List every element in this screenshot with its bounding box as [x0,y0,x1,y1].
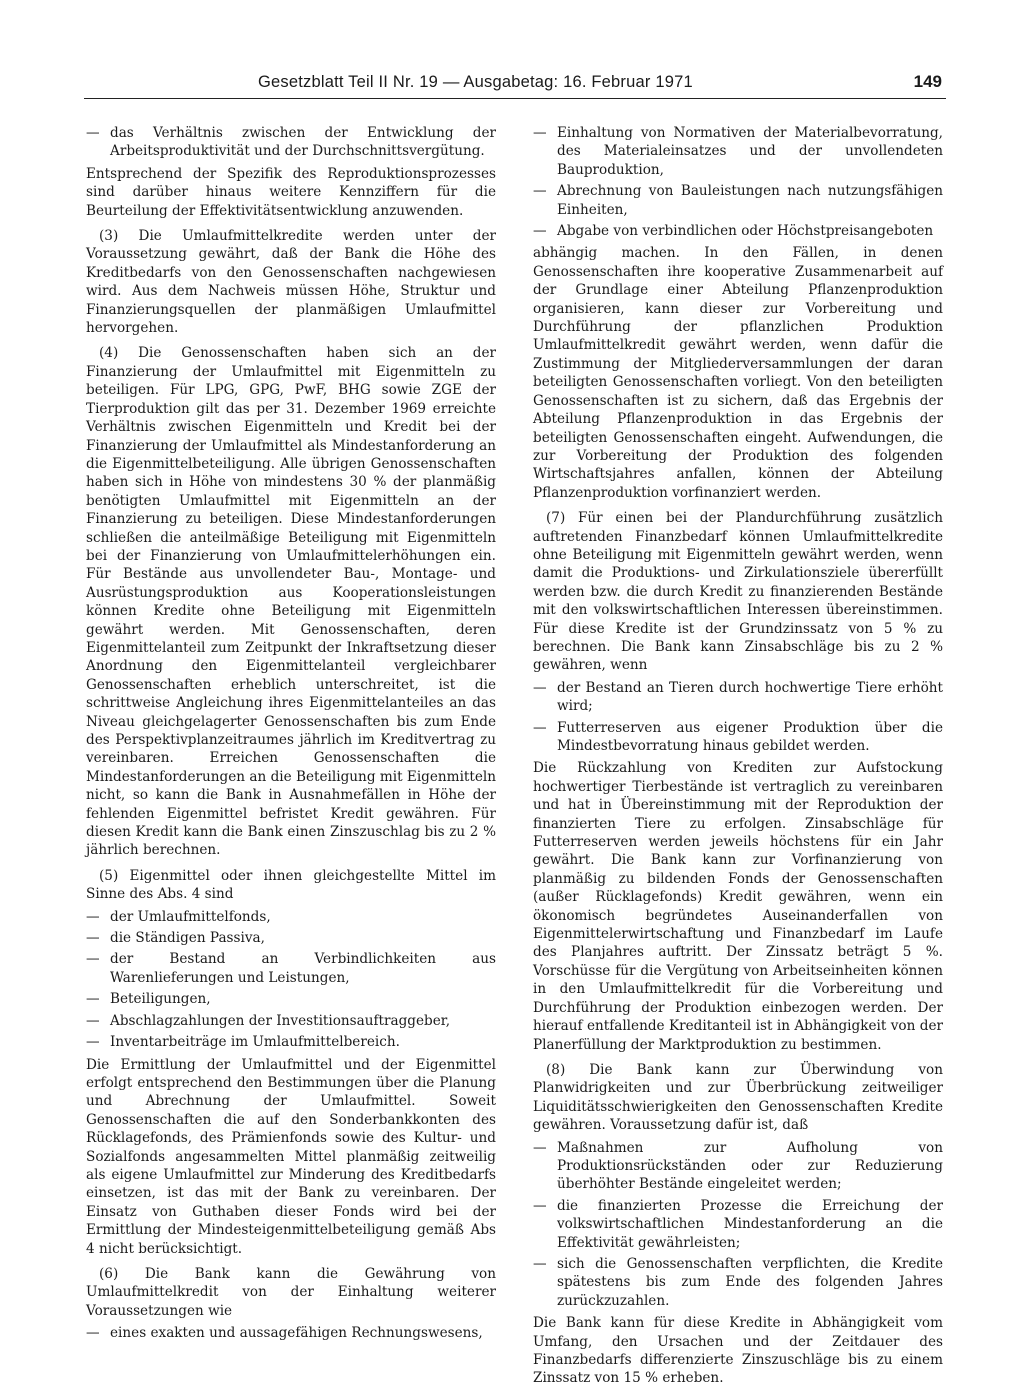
dash-bullet: — [533,1139,547,1156]
dash-bullet: — [86,1012,100,1029]
list-item: — Abgabe von verbindlichen oder Höchstpreisangeboten [533,223,934,240]
paragraph-6-continuation: abhängig machen. In den Fällen, in denen Genossenschaften ihre kooperative Zusammenarbeit auf der Grundlage einer Abteilung Pflanzenproduktion organisieren, kann dieser zur Vorbereitung und Durchführung der pflanzlichen Produktion Umlaufmittelkredit gewährt werden, wenn dafür die Zustimmung der Mitgliederversammlungen der daran beteiligten Genossenschaften vorliegt. Von den beteiligten Genossenschaften ist zu sichern, daß das Ergebnis der Abteilung Pflanzenproduktion in das Ergebnis der beteiligten Genossenschaften eingeht. Aufwendungen, die zur Vorbereitung der Produktion des folgenden Wirtschaftsjahres anfallen, können der Abteilung Pflanzenproduktion vorfinanziert werden. [533,245,943,501]
dash-bullet: — [533,679,547,696]
dash-bullet: — [86,908,100,925]
dash-bullet: — [533,719,547,736]
page-number: 149 [913,72,942,91]
list-item: — Inventarbeiträge im Umlaufmittelbereich. [86,1034,400,1051]
right-column [533,124,943,1395]
dash-bullet: — [533,223,547,240]
list-item: — Maßnahmen zur Aufholung von Produktionsrückständen oder zur Reduzierung überhöhter Bestände eingeleitet werden; [533,1139,943,1193]
paragraph-4: (4) Die Genossenschaften haben sich an der Finanzierung der Umlaufmittel mit Eigenmitteln zu beteiligen. Für LPG, GPG, PwF, BHG sowie ZGE der Tierproduktion gilt das per 31. Dezember 1969 erreichte Verhältnis zwischen Eigenmitteln und Kredit bei der Finanzierung der Umlaufmittel als Mindestanforderung an die Eigenmittelbeteiligung. Alle übrigen Genossenschaften haben sich in Höhe von mindestens 30 % der planmäßig benötigten Umlaufmittel mit Eigenmitteln an der Finanzierung zu beteiligen. Diese Mindestanforderungen schließen die anteilmäßige Beteiligung mit Eigenmitteln bei der Finanzierung von Umlaufmittelerhöhungen ein. Für Bestände aus unvollendeter Bau-, Montage- und Ausrüstungsproduktion aus Kooperationsleistungen können Kredite ohne Beteiligung mit Eigenmitteln gewährt werden. Mit Genossenschaften, deren Eigenmittelanteil zum Zeitpunkt der Inkraftsetzung dieser Anordnung den Eigenmittelanteil vergleichbarer Genossenschaften erheblich unterschreitet, ist die schrittweise Angleichung ihres Eigenmittelanteiles an das Niveau gleichgelagerter Genossenschaften bis zum Ende des Perspektivplanzeitraumes jährlich im Kreditvertrag zu vereinbaren. Erreichen Genossenschaften die Mindestanforderungen an die Beteiligung mit Eigenmitteln nicht, so kann die Bank in Ausnahmefällen in Höhe der fehlenden Eigenmittel befristet Kredit gewähren. Für diesen Kredit kann die Bank einen Zinszuschlag bis zu 2 % jährlich berechnen. [86,345,496,859]
list-item: — Abrechnung von Bauleistungen nach nutzungsfähigen Einheiten, [533,183,943,218]
paragraph-3: (3) Die Umlaufmittelkredite werden unter der Voraussetzung gewährt, daß der Bank die Höhe des Kreditbedarfs von den Genossenschaften nachgewiesen wird. Aus dem Nachweis müssen Höhe, Struktur und Finanzierungsquellen der planmäßigen Umlaufmittel hervorgehen. [86,228,496,337]
paragraph-final: Die Bank kann für diese Kredite in Abhängigkeit vom Umfang, den Ursachen und der Zeitdauer des Finanzbedarfs differenzierte Zinszuschläge bis zu einem Zinssatz von 15 % erheben. [533,1315,943,1387]
paragraph-6-list-cont [533,124,943,240]
paragraph-ermittlung: Die Ermittlung der Umlaufmittel und der Eigenmittel erfolgt entsprechend den Bestimmungen über die Planung und Abrechnung der Umlaufmittel. Soweit Genossenschaften die auf den Sonderbankkonten des Rücklagefonds, des Prämienfonds sowie des Kultur- und Sozialfonds angesammelten Mittel planmäßig zeitweilig als eigene Umlaufmittel zur Minderung des Kreditbedarfs einsetzen, ist das mit der Bank zu vereinbaren. Der Einsatz von Guthaben dieser Fonds wird bei der Ermittlung der Mindesteigenmittelbeteiligung gemäß Abs 4 nicht berücksichtigt. [86,1056,496,1257]
dash-bullet: — [533,125,547,141]
paragraph-6-intro: (6) Die Bank kann die Gewährung von Umlaufmittelkredit von der Einhaltung weiterer Voraussetzungen wie [86,1265,496,1319]
paragraph-7-list [533,679,943,756]
list-item: — der Umlaufmittelfonds, [86,908,271,925]
dash-bullet: — [533,1197,547,1214]
list-item: — sich die Genossenschaften verpflichten, die Kredite spätestens bis zum Ende des folgenden Jahres zurückzuzahlen. [533,1255,943,1309]
list-item: — die finanzierten Prozesse die Erreichung der volkswirtschaftlichen Mindestanforderung an die Effektivität gewährleisten; [533,1197,943,1251]
list-item: — Beteiligungen, [86,991,211,1008]
dash-bullet: — [86,1034,100,1051]
paragraph-6-list-start [86,1324,496,1342]
paragraph-5-list [86,908,496,1052]
dash-bullet: — [86,991,100,1008]
dash-bullet: — [86,951,100,968]
list-item: — Futterreserven aus eigener Produktion über die Mindestbevorratung hinaus gebildet werden. [533,719,943,754]
page-header [84,70,946,99]
dash-bullet: — [86,930,100,947]
paragraph-rueckzahlung: Die Rückzahlung von Krediten zur Aufstockung hochwertiger Tierbestände ist vertraglich zu vereinbaren und hat in Übereinstimmung mit der Reproduktion der finanzierten Tiere zu erfolgen. Zinsabschläge für Futterreserven werden jeweils höchstens für ein Jahr gewährt. Die Bank kann zur Vorfinanzierung von planmäßig zu bildenden Fonds der Genossenschaften (außer Rücklagefonds) Kredit gewähren, wenn ein ökonomisch begründetes Auseinanderfallen von Eigenmittelerwirtschaftung und Finanzbedarf im Laufe des Planjahres auftritt. Der Zinssatz beträgt 5 %. Vorschüsse für die Vergütung von Arbeitseinheiten können in den Umlaufmittelkredit für die Vorbereitung und Durchführung der Produktion einbezogen werden. Der hierauf entfallende Kreditanteil ist in Abhängigkeit von der Planerfüllung der Marktproduktion zu bestimmen. [533,760,943,1053]
paragraph-entsprechend: Entsprechend der Spezifik des Reproduktionsprozesses sind darüber hinaus weitere Kennziffern für die Beurteilung der Effektivitätsentwicklung anzuwenden. [86,165,496,219]
list-item: — eines exakten und aussagefähigen Rechnungswesens, [86,1325,483,1342]
list-item: — der Bestand an Tieren durch hochwertige Tiere erhöht wird; [533,679,943,715]
list-item: — die Ständigen Passiva, [86,930,265,947]
dash-bullet: — [86,1325,100,1342]
list-item: — der Bestand an Verbindlichkeiten aus Warenlieferungen und Leistungen, [86,951,496,986]
list-item: — Einhaltung von Normativen der Materialbevorratung, des Materialeinsatzes und der unvollendeten Bauproduktion, [533,125,943,178]
dash-bullet: — [533,1255,547,1272]
paragraph-5-intro: (5) Eigenmittel oder ihnen gleichgestellte Mittel im Sinne des Abs. 4 sind [86,867,496,903]
paragraph-7: (7) Für einen bei der Plandurchführung zusätzlich auftretenden Finanzbedarf können Umlaufmittelkredite ohne Beteiligung mit Eigenmitteln gewährt werden, wenn damit die Produktions- und Zirkulationsziele übererfüllt werden bzw. die durch Kredit zu finanzierenden Bestände mit den volkswirtschaftlichen Interessen übereinstimmen. Für diese Kredite ist der Grundzinssatz von 5 % zu berechnen. Die Bank kann Zinsabschläge bis zu 2 % gewähren, wenn [533,510,943,674]
dash-bullet: — [533,183,547,200]
paragraph-8: (8) Die Bank kann zur Überwindung von Planwidrigkeiten und zur Überbrückung zeitweiliger Liquiditätsschwierigkeiten den Genossenschaften Kredite gewähren. Voraussetzung dafür ist, daß [533,1061,943,1134]
top-bullet-list [86,124,496,161]
list-item: — Abschlagzahlungen der Investitionsauftraggeber, [86,1012,451,1029]
list-item: — das Verhältnis zwischen der Entwicklung der Arbeitsproduktivität und der Durchschnittsvergütung. [86,125,496,160]
paragraph-8-list [533,1139,943,1311]
header-title: Gesetzblatt Teil II Nr. 19 — Ausgabetag: 16. Februar 1971 [258,73,693,91]
left-column [86,124,496,1347]
dash-bullet: — [86,125,100,141]
